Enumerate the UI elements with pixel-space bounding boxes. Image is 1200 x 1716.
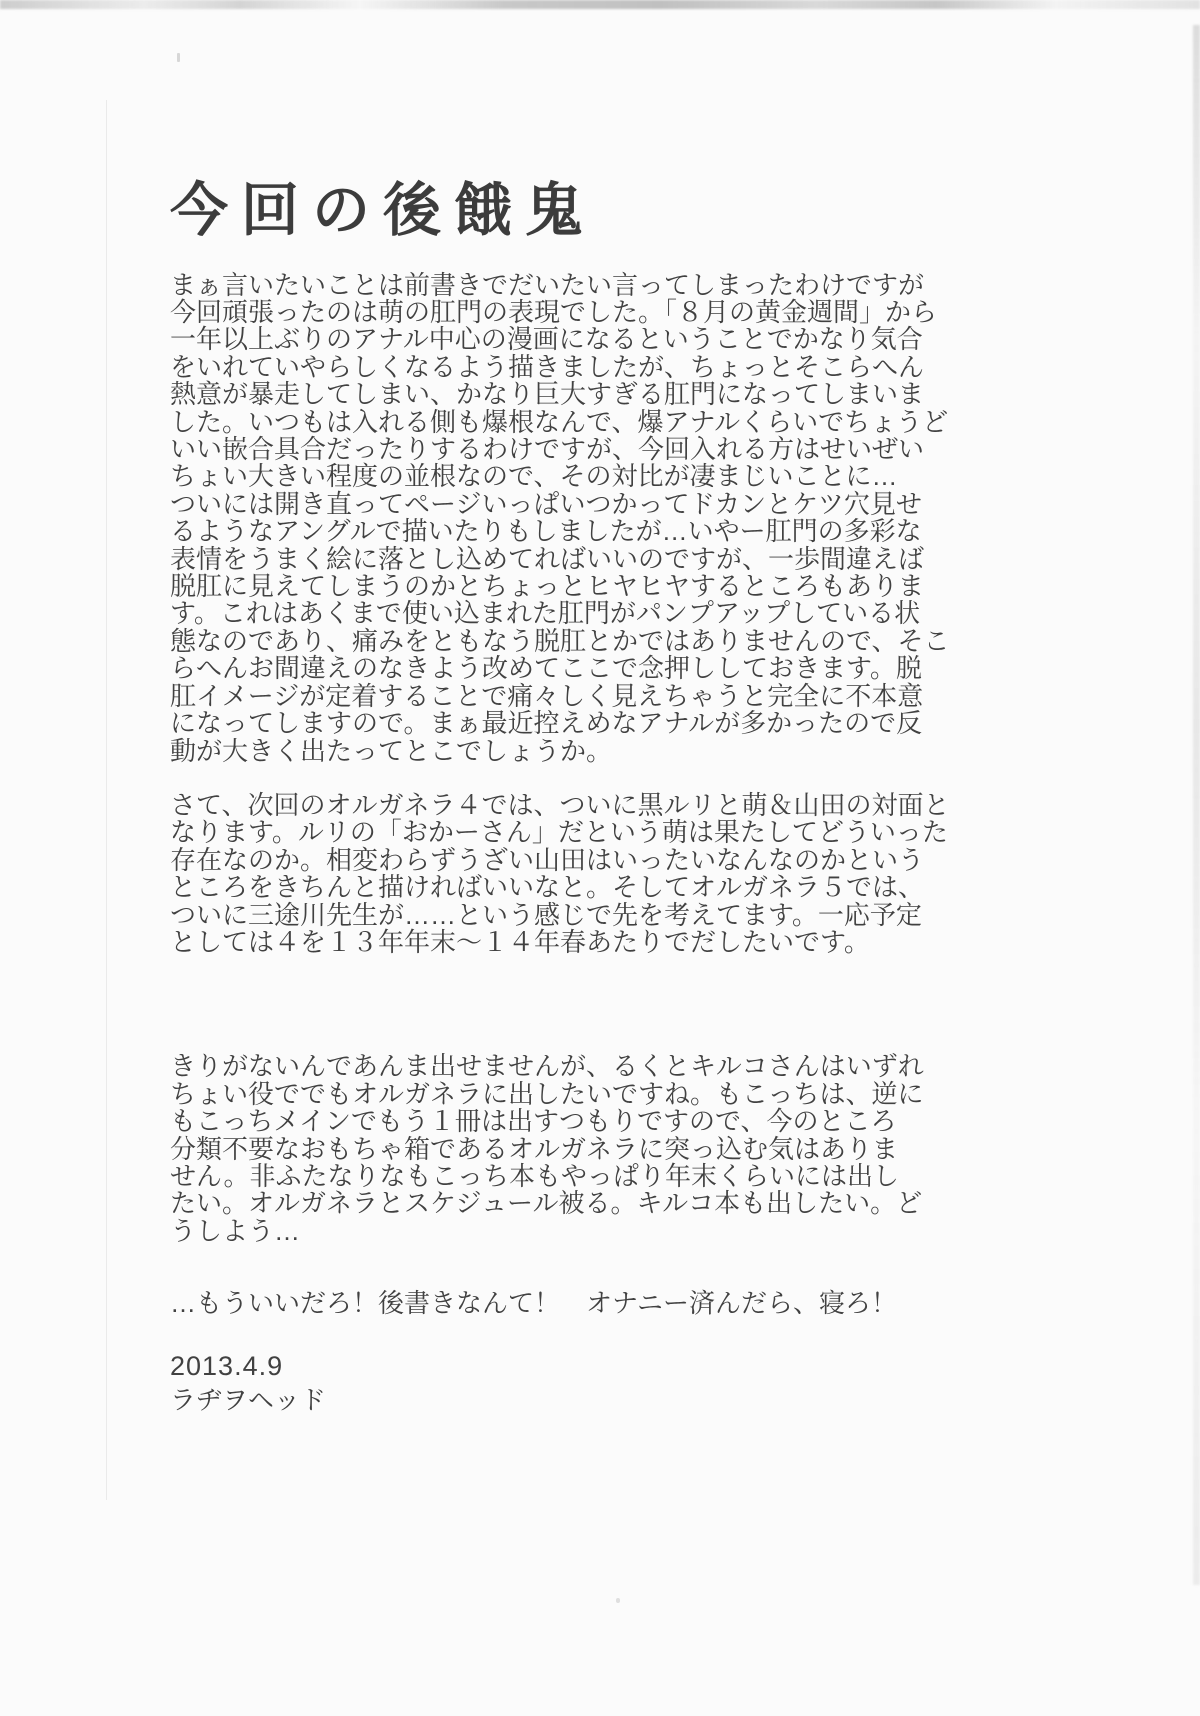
text-line: ところをきちんと描ければいいなと。そしてオルガネラ５では、 [170, 872, 925, 903]
afterword-content [170, 176, 1020, 1417]
date-text: 2013.4.9 [170, 1350, 284, 1381]
text-line: 熱意が暴走してしまい、かなり巨大すぎる肛門になってしまいま [170, 379, 925, 410]
text-line: 動が大きく出たってとこでしょうか。 [170, 735, 613, 766]
author-name: ラヂヲヘッド [170, 1384, 327, 1415]
scan-line-artifact-left [106, 100, 107, 1500]
text-line: まぁ言いたいことは前書きでだいたい言ってしまったわけですが [170, 269, 925, 300]
text-line: るようなアングルで描いたりもしましたが…いやー肛門の多彩な [170, 516, 922, 547]
text-line: ちょい大きい程度の並根なので、その対比が凄まじいことに… [170, 461, 898, 492]
text-line: した。いつもは入れる側も爆根なんで、爆アナルくらいでちょうど [170, 406, 949, 437]
text-line: さて、次回のオルガネラ４では、ついに黒ルリと萌＆山田の対面と [170, 789, 950, 820]
paragraph-1 [170, 269, 1020, 766]
text-line: ついに三途川先生が……という感じで先を考えてます。一応予定 [170, 899, 922, 930]
text-line: うしよう… [170, 1215, 301, 1246]
text-line: 態なのであり、痛みをともなう脱肛とかではありませんので、そこ [170, 625, 950, 656]
text-line: 今回頑張ったのは萌の肛門の表現でした。「８月の黄金週間」から [170, 297, 938, 327]
text-line: ついには開き直ってページいっぱいつかってドカンとケツ穴見せ [170, 488, 922, 519]
text-line: なります。ルリの「おかーさん」だという萌は果たしてどういった [170, 817, 948, 848]
scan-speck [616, 1598, 620, 1603]
text-line: もこっちメインでもう１冊は出すつもりですので、今のところ [170, 1106, 897, 1137]
text-line: せん。非ふたなりなもこっち本もやっぱり年末くらいには出し [170, 1160, 900, 1191]
text-line: としては４を１３年年末～１４年春あたりでだしたいです。 [170, 926, 870, 957]
text-line: きりがないんであんま出せませんが、るくとキルコさんはいずれ [170, 1051, 924, 1082]
page-title: 今回の後餓鬼 [170, 176, 597, 244]
paragraph-3 [170, 1053, 1020, 1245]
scan-edge-artifact-top [0, 0, 1200, 9]
paragraph-2 [170, 789, 1020, 957]
text-line: ちょい役ででもオルガネラに出したいですね。もこっちは、逆に [170, 1078, 924, 1109]
text-line: 存在なのか。相変わらずうざい山田はいったいなんなのかという [170, 844, 925, 875]
text-line: をいれていやらしくなるよう描きましたが、ちょっとそこらへん [170, 351, 925, 382]
scan-edge-artifact-right [1193, 25, 1200, 1585]
text-line: 肛イメージが定着することで痛々しく見えちゃうと完全に不本意 [170, 680, 924, 711]
text-line: 脱肛に見えてしまうのかとちょっとヒヤヒヤするところもありま [170, 571, 925, 602]
text-line: 表情をうまく絵に落とし込めてればいいのですが、一歩間違えば [170, 543, 925, 574]
text-line: らへんお間違えのなきよう改めてここで念押ししておきます。脱 [170, 653, 922, 684]
text-line: 分類不要なおもちゃ箱であるオルガネラに突っ込む気はありま [170, 1133, 899, 1164]
scan-speck [177, 53, 180, 62]
text-line: 一年以上ぶりのアナル中心の漫画になるということでかなり気合 [170, 324, 923, 355]
text-line: たい。オルガネラとスケジュール被る。キルコ本も出したい。ど [170, 1188, 923, 1219]
closing-line: …もういいだろ！後書きなんて！ オナニー済んだら、寝ろ！ [170, 1288, 897, 1319]
text-line: になってしますので。まぁ最近控えめなアナルが多かったので反 [170, 708, 923, 739]
text-line: いい嵌合具合だったりするわけですが、今回入れる方はせいぜい [170, 434, 925, 465]
text-line: す。これはあくまで使い込まれた肛門がパンプアップしている状 [170, 598, 921, 629]
